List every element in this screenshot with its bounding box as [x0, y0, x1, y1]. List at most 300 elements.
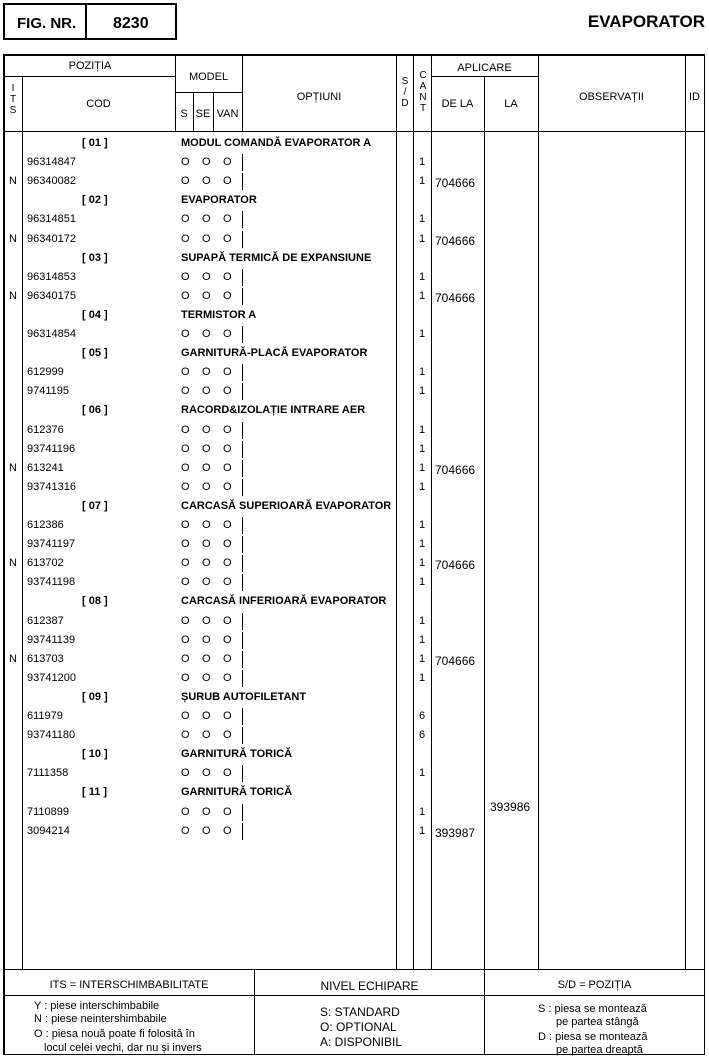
- part-code: 93741180: [27, 729, 76, 742]
- model-separator: [242, 231, 243, 248]
- part-code: 93741200: [27, 671, 76, 684]
- page-title: EVAPORATOR: [587, 12, 705, 31]
- part-code: 93741198: [27, 576, 76, 589]
- legend-sd-line-1: S : piesa se montează: [538, 1003, 647, 1015]
- model-mark: O: [181, 175, 190, 188]
- model-mark: O: [223, 614, 232, 627]
- model-mark: O: [202, 538, 211, 551]
- table-row: [4, 363, 704, 382]
- model-mark: O: [223, 576, 232, 589]
- model-separator: [242, 326, 243, 343]
- model-separator: [242, 651, 243, 668]
- table-row: [4, 822, 704, 841]
- group-header-row: [4, 688, 704, 707]
- table-row: [4, 153, 704, 172]
- part-name: GARNITURĂ TORICĂ: [181, 786, 293, 799]
- model-mark: O: [181, 328, 190, 340]
- model-marks: [181, 519, 244, 531]
- table-row: [4, 459, 704, 478]
- model-mark: O: [181, 232, 190, 245]
- quantity: 1: [419, 442, 426, 455]
- part-name: EVAPORATOR: [181, 194, 257, 207]
- header-model-van: VAN: [216, 108, 239, 120]
- part-name: SUPAPĂ TERMICĂ DE EXPANSIUNE: [181, 251, 372, 264]
- part-code: 93741196: [27, 442, 76, 455]
- model-marks: [181, 462, 244, 474]
- quantity: 1: [419, 538, 426, 551]
- model-separator: [242, 670, 243, 687]
- model-mark: O: [181, 633, 190, 646]
- quantity: 1: [419, 423, 426, 436]
- legend-nivel-line-3: A: DISPONIBIL: [320, 1035, 403, 1049]
- legend-its-line-1: Y : piese interschimbabile: [34, 1000, 160, 1012]
- model-marks: [181, 672, 244, 684]
- table-border-right: [704, 54, 705, 1055]
- header-aplicare: APLICARE: [457, 62, 512, 74]
- table-row: [4, 478, 704, 497]
- header-la: LA: [504, 98, 518, 110]
- model-separator: [242, 536, 243, 553]
- model-marks: [181, 175, 244, 187]
- header-its-s: S: [9, 105, 17, 116]
- model-mark: O: [181, 213, 190, 226]
- group-header-row: [4, 134, 704, 153]
- table-row: [4, 382, 704, 401]
- part-code: 611979: [27, 710, 63, 722]
- part-code: 93741139: [27, 633, 76, 646]
- part-code: 96314847: [27, 156, 76, 169]
- table-row: [4, 799, 704, 822]
- model-separator: [242, 364, 243, 381]
- model-separator: [242, 613, 243, 630]
- its-code: N: [9, 557, 17, 570]
- quantity: 1: [419, 328, 426, 340]
- model-mark: O: [181, 614, 190, 627]
- quantity: 1: [419, 213, 426, 226]
- part-name: MODUL COMANDĂ EVAPORATOR A: [181, 137, 372, 149]
- model-mark: O: [181, 824, 190, 837]
- model-mark: O: [223, 366, 232, 379]
- model-separator: [242, 555, 243, 572]
- from-serial: 704666: [435, 176, 476, 191]
- figure-number-box: [3, 3, 177, 40]
- model-marks: [181, 424, 244, 436]
- model-mark: O: [202, 710, 211, 722]
- part-code: 3094214: [27, 824, 70, 837]
- model-mark: O: [202, 270, 211, 283]
- quantity: 6: [419, 710, 426, 722]
- model-mark: O: [181, 805, 190, 818]
- model-mark: O: [202, 557, 211, 570]
- legend-sd-line-2: pe partea stângă: [556, 1016, 639, 1028]
- model-mark: O: [181, 557, 190, 570]
- group-header-row: [4, 745, 704, 764]
- part-code: 93741197: [27, 538, 76, 551]
- part-code: 612386: [27, 519, 64, 531]
- header-cant: [418, 70, 428, 114]
- part-code: 612376: [27, 423, 64, 436]
- quantity: 1: [419, 289, 426, 302]
- model-separator: [242, 211, 243, 228]
- table-row: [4, 573, 704, 592]
- model-mark: O: [223, 652, 232, 665]
- header-line-pozitia: [3, 76, 175, 77]
- header-cant-t: T: [419, 103, 427, 114]
- model-mark: O: [202, 175, 211, 188]
- table-row: [4, 440, 704, 459]
- model-separator: [242, 804, 243, 821]
- position-number: [ 01 ]: [82, 137, 108, 149]
- table-row: [4, 210, 704, 229]
- model-marks: [181, 767, 244, 779]
- model-mark: O: [181, 156, 190, 169]
- model-separator: [242, 154, 243, 171]
- model-mark: O: [223, 633, 232, 646]
- model-separator: [242, 422, 243, 439]
- position-number: [ 11 ]: [82, 786, 108, 799]
- model-marks: [181, 557, 244, 569]
- position-number: [ 08 ]: [82, 595, 108, 608]
- quantity: 1: [419, 461, 426, 474]
- model-mark: O: [181, 576, 190, 589]
- model-separator: [242, 727, 243, 744]
- header-its-t: T: [9, 94, 17, 105]
- model-mark: O: [181, 710, 190, 722]
- part-name: RACORD&IZOLAȚIE INTRARE AER: [181, 404, 366, 417]
- model-mark: O: [181, 423, 190, 436]
- part-code: 9741195: [27, 385, 70, 398]
- model-separator: [242, 517, 243, 534]
- to-serial: 393986: [490, 799, 531, 814]
- from-serial: 704666: [435, 558, 476, 573]
- position-number: [ 06 ]: [82, 404, 108, 417]
- table-row: [4, 726, 704, 745]
- model-mark: O: [223, 461, 232, 474]
- model-mark: O: [202, 480, 211, 493]
- part-code: 7111358: [27, 767, 69, 780]
- header-cant-c: C: [419, 70, 427, 81]
- from-serial: 704666: [435, 653, 476, 668]
- model-marks: [181, 634, 244, 646]
- model-mark: O: [202, 824, 211, 837]
- model-marks: [181, 213, 244, 225]
- part-code: 612999: [27, 366, 64, 379]
- model-mark: O: [202, 213, 211, 226]
- model-marks: [181, 328, 244, 340]
- position-number: [ 03 ]: [82, 251, 108, 264]
- model-marks: [181, 576, 244, 588]
- table-row: [4, 230, 704, 249]
- model-mark: O: [223, 805, 232, 818]
- position-number: [ 04 ]: [82, 308, 108, 321]
- model-marks: [181, 615, 244, 627]
- group-header-row: [4, 783, 704, 802]
- legend-sd-line-4: pe partea dreaptă: [556, 1044, 643, 1056]
- header-sd-slash: /: [403, 87, 407, 98]
- part-code: 96314853: [27, 270, 76, 283]
- quantity: 1: [419, 671, 426, 684]
- quantity: 1: [419, 480, 426, 493]
- quantity: 1: [419, 614, 426, 627]
- model-mark: O: [181, 366, 190, 379]
- model-marks: [181, 806, 244, 818]
- header-observatii: OBSERVAȚII: [578, 91, 644, 103]
- model-mark: O: [223, 442, 232, 455]
- model-marks: [181, 443, 244, 455]
- header-cant-a: A: [419, 81, 427, 92]
- header-cant-n: N: [419, 92, 427, 103]
- model-mark: O: [181, 767, 190, 780]
- part-code: 96314854: [27, 328, 76, 340]
- model-mark: O: [223, 232, 232, 245]
- part-name: ȘURUB AUTOFILETANT: [181, 690, 307, 703]
- header-bottom-line: [3, 131, 705, 132]
- header-line-model: [175, 92, 242, 93]
- model-mark: O: [181, 385, 190, 398]
- model-mark: O: [223, 538, 232, 551]
- model-mark: O: [202, 671, 211, 684]
- position-number: [ 05 ]: [82, 347, 108, 360]
- header-sd-d: D: [401, 98, 409, 109]
- model-mark: O: [202, 289, 211, 302]
- model-mark: O: [181, 461, 190, 474]
- legend-nivel-line-1: S: STANDARD: [320, 1005, 400, 1019]
- table-row: [4, 421, 704, 440]
- group-header-row: [4, 191, 704, 210]
- its-code: N: [9, 461, 17, 474]
- table-row: [4, 631, 704, 650]
- legend-its-title: ITS = INTERSCHIMBABILITATE: [49, 979, 209, 991]
- model-mark: O: [223, 824, 232, 837]
- model-mark: O: [181, 729, 190, 742]
- model-marks: [181, 366, 244, 378]
- table-row: [4, 612, 704, 631]
- part-code: 96340175: [27, 289, 76, 302]
- model-mark: O: [202, 729, 211, 742]
- position-number: [ 09 ]: [82, 690, 108, 703]
- model-mark: O: [181, 652, 190, 665]
- part-code: 613703: [27, 652, 64, 665]
- model-mark: O: [202, 519, 211, 531]
- table-row: [4, 172, 704, 191]
- header-cod: COD: [86, 98, 111, 110]
- model-separator: [242, 574, 243, 591]
- group-header-row: [4, 592, 704, 611]
- quantity: 1: [419, 767, 426, 780]
- model-mark: O: [202, 328, 211, 340]
- footer-top-line: [3, 969, 705, 970]
- group-header-row: [4, 249, 704, 268]
- model-mark: O: [202, 366, 211, 379]
- model-mark: O: [223, 480, 232, 493]
- model-separator: [242, 823, 243, 840]
- quantity: 1: [419, 156, 426, 169]
- model-separator: [242, 288, 243, 305]
- model-separator: [242, 269, 243, 286]
- quantity: 1: [419, 576, 426, 589]
- model-separator: [242, 173, 243, 190]
- model-mark: O: [202, 156, 211, 169]
- model-mark: O: [223, 519, 232, 531]
- legend-its-line-4: locul celei vechi, dar nu și invers: [44, 1042, 202, 1054]
- from-serial: 704666: [435, 290, 476, 305]
- model-mark: O: [202, 232, 211, 245]
- header-its: [8, 83, 18, 116]
- header-its-i: I: [11, 83, 15, 94]
- its-code: N: [9, 175, 17, 188]
- model-mark: O: [223, 385, 232, 398]
- table-row: [4, 650, 704, 669]
- part-code: 7110899: [27, 805, 70, 818]
- part-name: CARCASĂ SUPERIOARĂ EVAPORATOR: [181, 499, 392, 512]
- part-name: GARNITURĂ TORICĂ: [181, 748, 293, 761]
- header-model-s: S: [180, 108, 188, 120]
- its-code: N: [9, 232, 17, 245]
- model-mark: O: [181, 270, 190, 283]
- model-mark: O: [223, 213, 232, 226]
- quantity: 1: [419, 805, 426, 818]
- model-mark: O: [202, 767, 211, 780]
- model-mark: O: [202, 442, 211, 455]
- model-marks: [181, 290, 244, 302]
- model-separator: [242, 441, 243, 458]
- table-row: [4, 325, 704, 344]
- table-row: [4, 268, 704, 287]
- model-marks: [181, 729, 244, 741]
- model-mark: O: [202, 633, 211, 646]
- quantity: 1: [419, 557, 426, 570]
- header-sd-s: S: [401, 76, 409, 87]
- table-row: [4, 669, 704, 688]
- model-mark: O: [202, 805, 211, 818]
- its-code: N: [9, 652, 17, 665]
- part-name: TERMISTOR A: [181, 308, 257, 321]
- model-mark: O: [223, 729, 232, 742]
- header-pozitia: POZIȚIA: [68, 60, 112, 72]
- model-separator: [242, 479, 243, 496]
- table-border-top: [3, 54, 705, 56]
- model-mark: O: [223, 767, 232, 780]
- quantity: 1: [419, 385, 426, 398]
- legend-its-line-2: N : piese neintershimbabile: [34, 1013, 167, 1025]
- model-mark: O: [181, 538, 190, 551]
- model-mark: O: [223, 671, 232, 684]
- table-row: [4, 516, 704, 535]
- model-separator: [242, 765, 243, 782]
- group-header-row: [4, 344, 704, 363]
- model-mark: O: [202, 614, 211, 627]
- legend-sd-line-3: D : piesa se montează: [538, 1031, 648, 1043]
- model-mark: O: [181, 289, 190, 302]
- legend-sd-title: S/D = POZIȚIA: [557, 979, 632, 991]
- model-mark: O: [223, 710, 232, 722]
- position-number: [ 10 ]: [82, 748, 108, 761]
- model-mark: O: [223, 423, 232, 436]
- model-separator: [242, 383, 243, 400]
- figure-label: FIG. NR.: [17, 15, 77, 32]
- model-mark: O: [223, 156, 232, 169]
- model-marks: [181, 233, 244, 245]
- model-mark: O: [223, 557, 232, 570]
- header-de-la: DE LA: [441, 98, 474, 110]
- model-marks: [181, 538, 244, 550]
- header-model: MODEL: [188, 71, 229, 83]
- group-header-row: [4, 497, 704, 516]
- model-mark: O: [202, 423, 211, 436]
- model-separator: [242, 460, 243, 477]
- legend-nivel-title: NIVEL ECHIPARE: [320, 979, 419, 993]
- part-name: GARNITURĂ-PLACĂ EVAPORATOR: [181, 347, 368, 360]
- part-code: 613241: [27, 461, 64, 474]
- model-mark: O: [202, 461, 211, 474]
- table-row: [4, 707, 704, 726]
- model-marks: [181, 385, 244, 397]
- model-mark: O: [223, 175, 232, 188]
- from-serial: 393987: [435, 825, 476, 840]
- model-separator: [242, 632, 243, 649]
- quantity: 1: [419, 175, 426, 188]
- model-marks: [181, 825, 244, 837]
- model-separator: [242, 708, 243, 725]
- model-mark: O: [202, 652, 211, 665]
- quantity: 1: [419, 519, 426, 531]
- model-mark: O: [181, 442, 190, 455]
- part-code: 612387: [27, 614, 64, 627]
- header-model-se: SE: [195, 108, 211, 120]
- position-number: [ 02 ]: [82, 194, 108, 207]
- part-code: 96340172: [27, 232, 76, 245]
- table-row: [4, 287, 704, 306]
- legend-nivel-line-2: O: OPTIONAL: [320, 1020, 397, 1034]
- model-marks: [181, 481, 244, 493]
- header-sd: [400, 76, 410, 109]
- model-mark: O: [202, 385, 211, 398]
- quantity: 1: [419, 366, 426, 379]
- part-name: CARCASĂ INFERIOARĂ EVAPORATOR: [181, 595, 387, 608]
- model-mark: O: [202, 576, 211, 589]
- quantity: 6: [419, 729, 426, 742]
- quantity: 1: [419, 270, 426, 283]
- model-marks: [181, 156, 244, 168]
- model-marks: [181, 710, 244, 722]
- quantity: 1: [419, 232, 426, 245]
- header-id: ID: [689, 91, 700, 103]
- position-number: [ 07 ]: [82, 499, 108, 512]
- quantity: 1: [419, 633, 426, 646]
- header-optiuni: OPȚIUNI: [296, 91, 342, 103]
- table-row: [4, 764, 704, 783]
- figure-box-divider: [85, 5, 87, 38]
- model-mark: O: [181, 519, 190, 531]
- quantity: 1: [419, 652, 426, 665]
- model-marks: [181, 653, 244, 665]
- group-header-row: [4, 401, 704, 420]
- table-row: [4, 554, 704, 573]
- from-serial: 704666: [435, 233, 476, 248]
- part-code: 613702: [27, 557, 64, 570]
- its-code: N: [9, 289, 17, 302]
- model-marks: [181, 271, 244, 283]
- part-code: 96314851: [27, 213, 76, 226]
- model-mark: O: [223, 270, 232, 283]
- legend-its-line-3: O : piesa nouă poate fi folosită în: [34, 1028, 195, 1040]
- footer-title-line: [3, 995, 705, 996]
- part-code: 96340082: [27, 175, 76, 188]
- model-mark: O: [223, 289, 232, 302]
- group-header-row: [4, 306, 704, 325]
- table-row: [4, 535, 704, 554]
- model-mark: O: [223, 328, 232, 340]
